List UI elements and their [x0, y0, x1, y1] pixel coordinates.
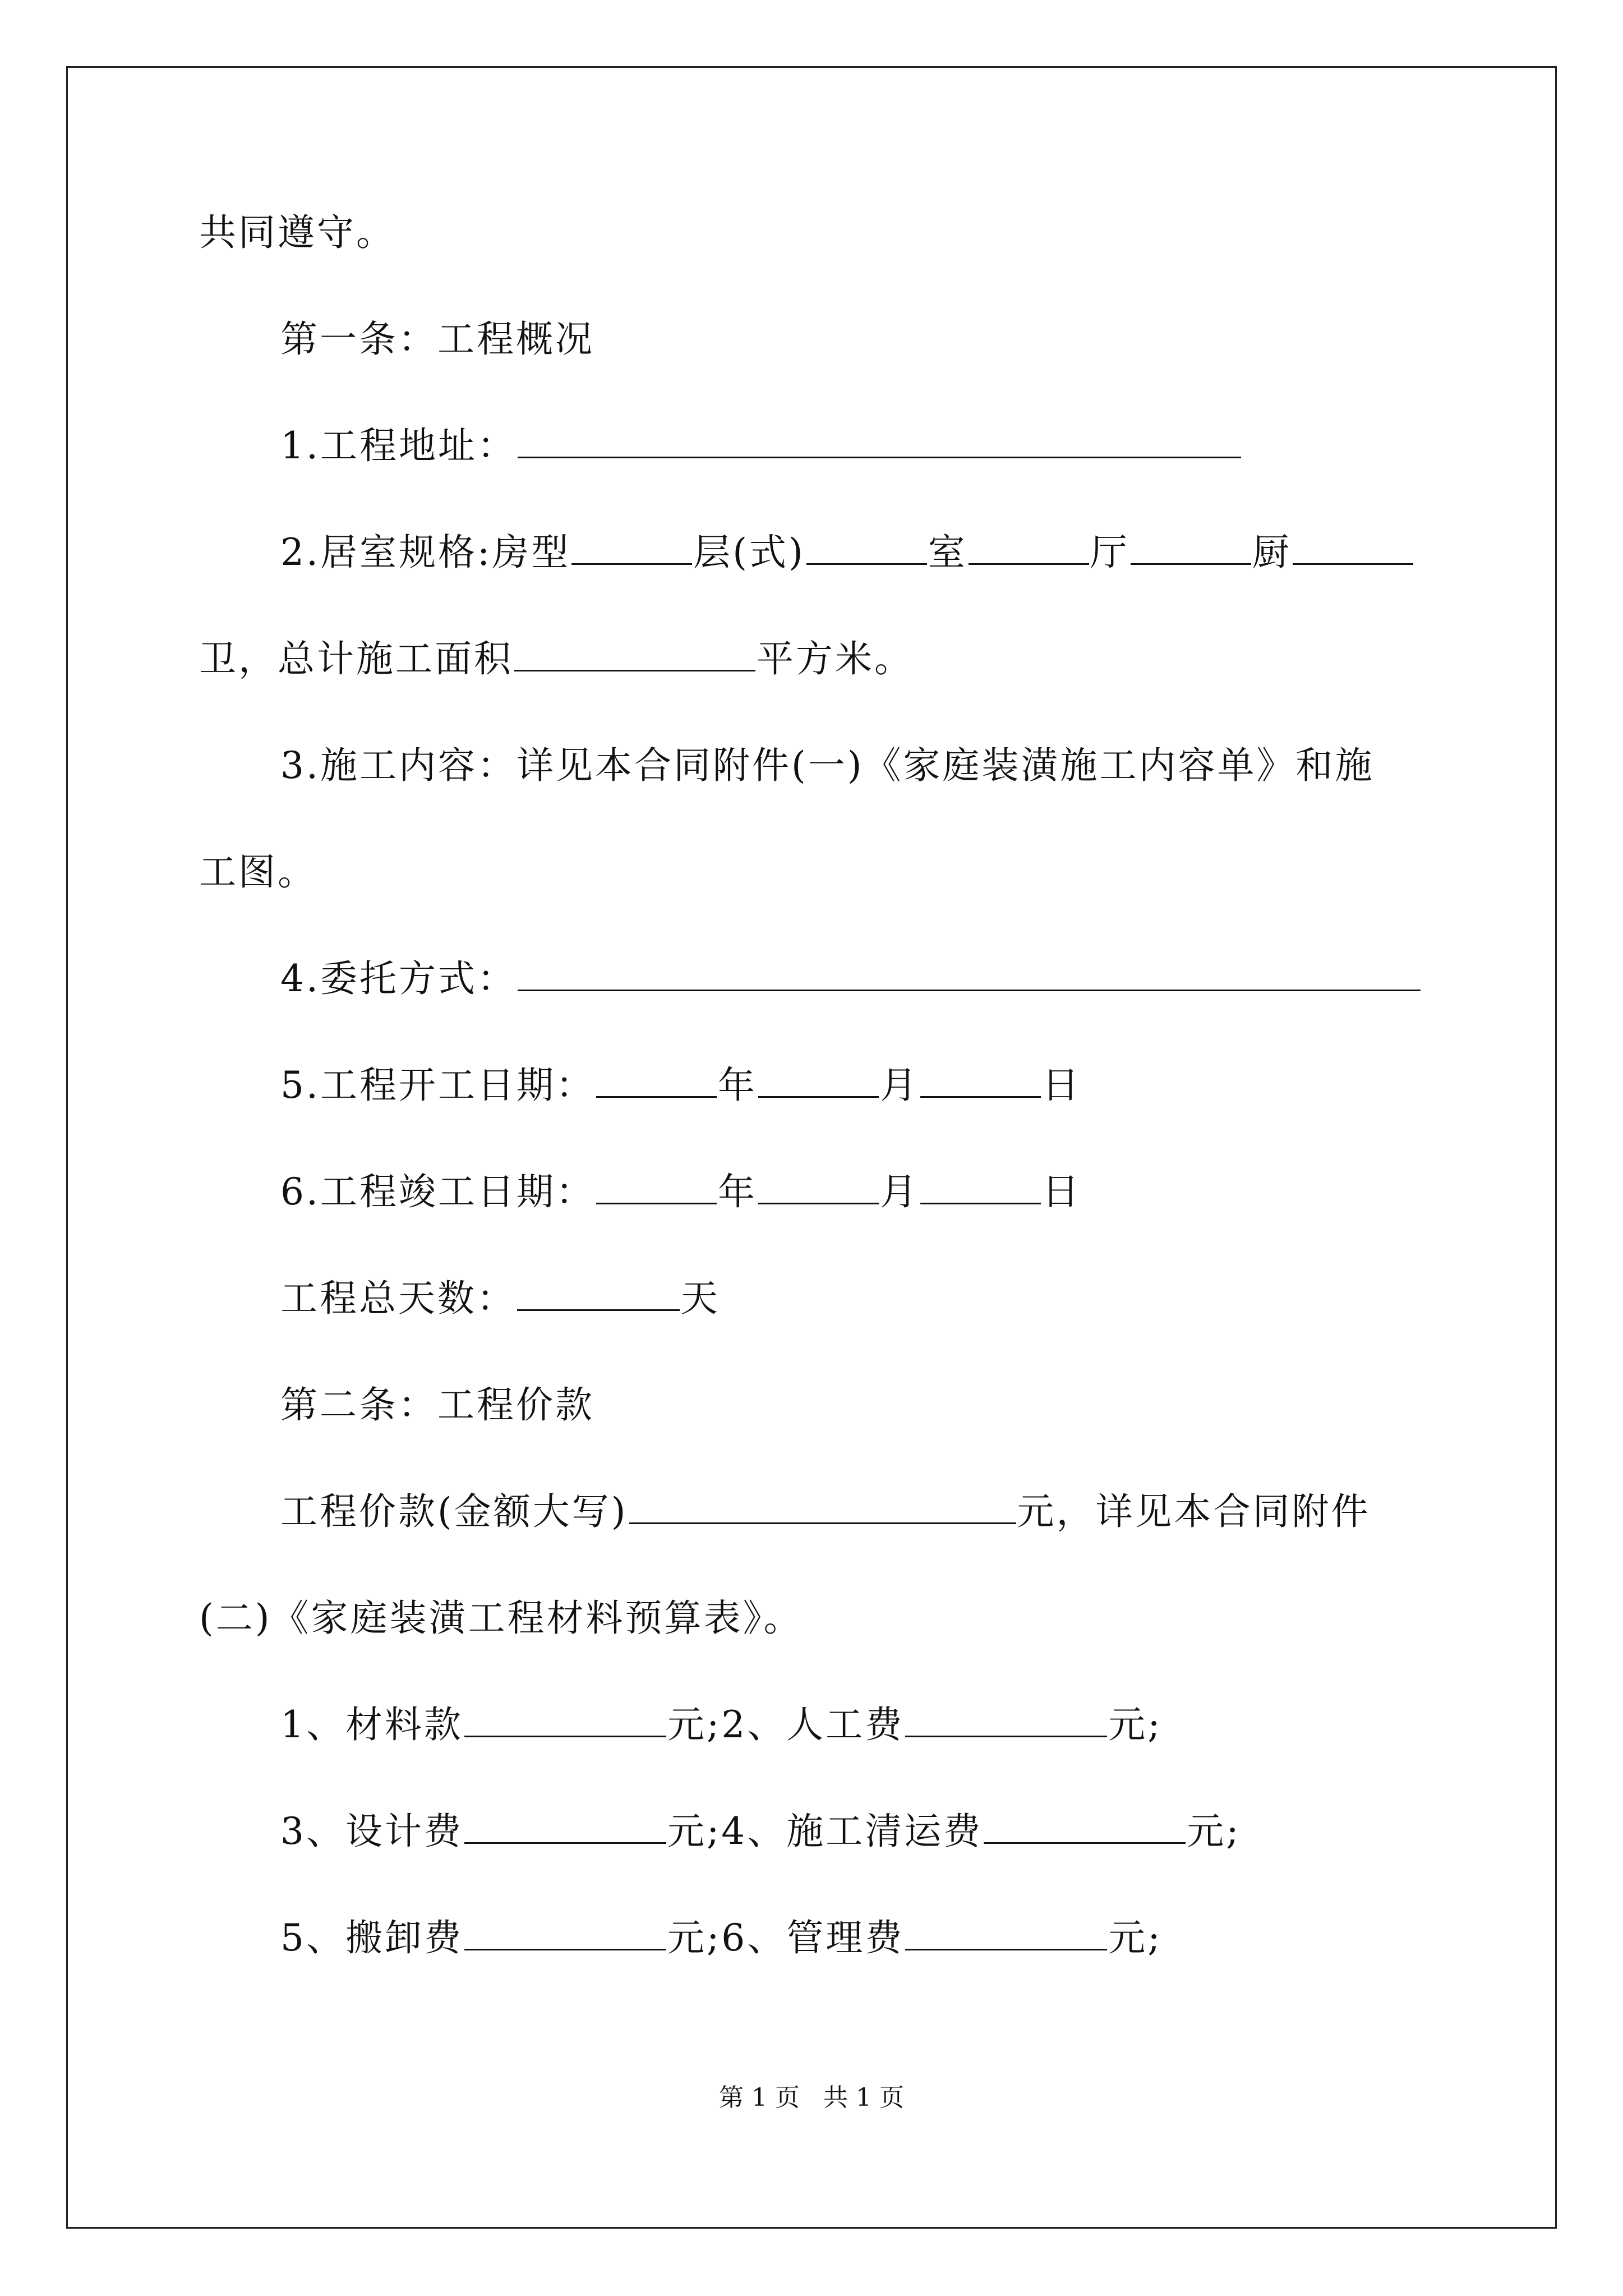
field-label: 3、设计费 [280, 1810, 463, 1853]
labor-fee-blank [905, 1702, 1107, 1737]
field-unit: 月 [879, 1064, 919, 1107]
field-unit: 元; [1187, 1810, 1241, 1853]
field-label: 1.工程地址： [280, 424, 517, 467]
section-heading-text: 第二条：工程价款 [280, 1383, 594, 1427]
field-row-address [280, 421, 1242, 471]
field-label: 元;2、人工费 [667, 1703, 905, 1746]
kitchen-blank [1131, 530, 1251, 565]
field-row-commission [280, 954, 1422, 1004]
field-row-total-days [280, 1273, 720, 1324]
field-row-area [199, 634, 914, 684]
field-row-fees-1 [280, 1700, 1162, 1750]
field-label: 卫，总计施工面积 [199, 637, 513, 680]
field-unit: 年 [717, 1170, 757, 1213]
room-blank [806, 530, 927, 565]
paragraph [280, 740, 1374, 791]
field-unit: 室 [928, 531, 967, 574]
field-label: 4.委托方式： [280, 957, 517, 1000]
hall-blank [969, 530, 1089, 565]
handling-fee-blank [464, 1915, 666, 1950]
management-fee-blank [905, 1915, 1107, 1950]
area-blank [514, 636, 755, 671]
field-label: 元;4、施工清运费 [667, 1810, 983, 1853]
field-unit: 元; [1108, 1703, 1163, 1746]
page-number-total: 共 1 页 [823, 2083, 904, 2112]
section-heading-text: 第一条：工程概况 [280, 318, 594, 361]
field-label: 工程价款(金额大写) [280, 1490, 628, 1533]
commission-blank [518, 956, 1421, 991]
end-day-blank [920, 1169, 1041, 1204]
field-unit: 元，详见本合同附件 [1017, 1490, 1371, 1533]
floor-blank [571, 530, 692, 565]
field-label: 工程总天数： [280, 1277, 516, 1320]
page-footer [0, 2081, 1623, 2115]
page-border [66, 66, 1557, 2229]
field-label: 6.工程竣工日期： [280, 1170, 595, 1213]
section-heading [280, 1380, 594, 1430]
field-row-fees-2 [280, 1806, 1241, 1857]
address-blank [518, 423, 1241, 458]
page-number-current: 第 1 页 [719, 2083, 800, 2112]
paragraph [199, 208, 395, 258]
paragraph-text: 工图。 [199, 850, 317, 894]
field-label: 5、搬卸费 [280, 1916, 463, 1959]
total-days-blank [517, 1276, 680, 1311]
paragraph-text: (二)《家庭装潢工程材料预算表》。 [199, 1596, 803, 1640]
field-label: 2.居室规格:房型 [280, 531, 571, 574]
cleanup-fee-blank [984, 1809, 1186, 1844]
field-row-price [280, 1487, 1371, 1537]
paragraph [199, 847, 317, 898]
field-unit: 厅 [1090, 531, 1129, 574]
end-month-blank [758, 1169, 879, 1204]
field-unit: 日 [1041, 1170, 1081, 1213]
field-row-room-spec [280, 527, 1414, 578]
field-unit: 元; [1108, 1916, 1163, 1959]
field-label: 元;6、管理费 [667, 1916, 905, 1959]
field-row-end-date [280, 1167, 1081, 1217]
paragraph-text: 3.施工内容：详见本合同附件(一)《家庭装潢施工内容单》和施 [280, 744, 1375, 787]
field-unit: 层(式) [693, 531, 805, 574]
price-blank [629, 1489, 1016, 1524]
field-unit: 平方米。 [757, 637, 914, 680]
field-unit: 厨 [1252, 531, 1292, 574]
design-fee-blank [464, 1809, 666, 1844]
end-year-blank [596, 1169, 717, 1204]
section-heading [280, 314, 594, 365]
field-unit: 天 [681, 1277, 720, 1320]
paragraph [199, 1593, 803, 1644]
field-unit: 年 [717, 1064, 757, 1107]
field-label: 5.工程开工日期： [280, 1064, 595, 1107]
material-fee-blank [464, 1702, 666, 1737]
start-month-blank [758, 1062, 879, 1098]
field-row-start-date [280, 1060, 1081, 1111]
field-label: 1、材料款 [280, 1703, 463, 1746]
field-unit: 月 [879, 1170, 919, 1213]
field-row-fees-3 [280, 1913, 1162, 1963]
field-unit: 日 [1041, 1064, 1081, 1107]
paragraph-text: 共同遵守。 [199, 211, 395, 254]
start-year-blank [596, 1062, 717, 1098]
start-day-blank [920, 1062, 1041, 1098]
bath-blank [1293, 530, 1413, 565]
